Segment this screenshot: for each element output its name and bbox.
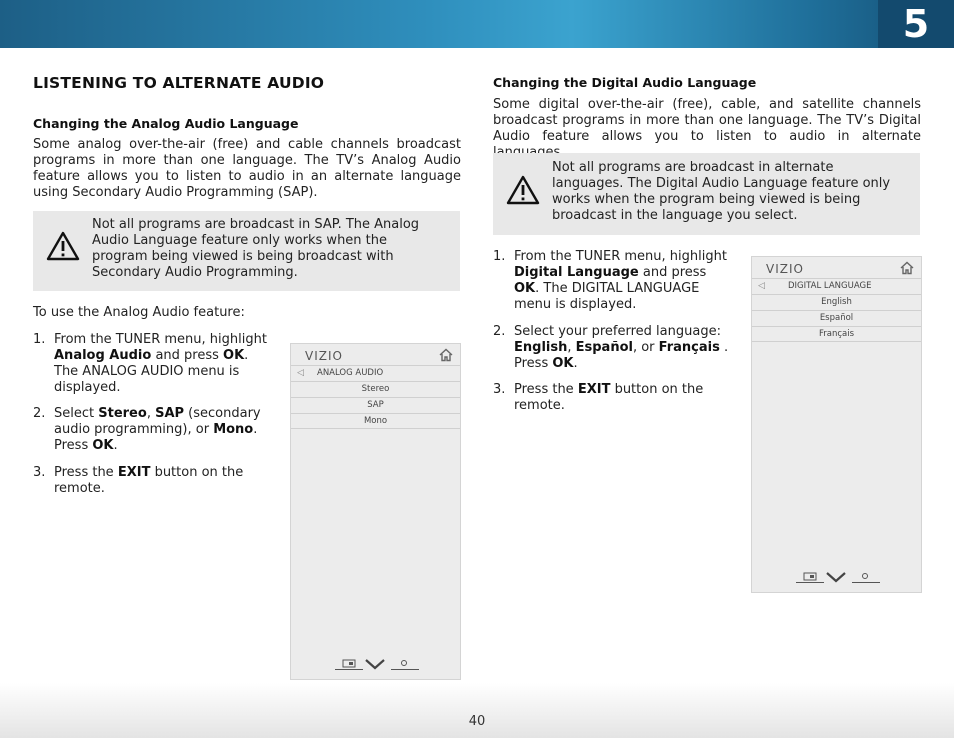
digital-language-menu — [751, 256, 922, 593]
menu-bottom-icons — [333, 657, 423, 671]
chapter-header-bar — [0, 0, 954, 48]
vizio-logo: VIZIO — [305, 349, 343, 363]
warning-icon — [46, 231, 80, 261]
vizio-logo: VIZIO — [766, 262, 804, 276]
analog-step-3: 3. Press the EXIT button on the remote. — [33, 465, 244, 496]
digital-step-3: 3. Press the EXIT button on the remote. — [493, 382, 704, 413]
input-icon — [796, 573, 824, 583]
analog-note-box — [33, 211, 460, 291]
menu-item-mono[interactable]: Mono — [291, 413, 460, 429]
back-arrow-icon[interactable]: ◁ — [758, 281, 765, 291]
page-number: 40 — [468, 714, 486, 729]
digital-subheading: Changing the Digital Audio Language — [493, 75, 757, 90]
menu-bottom-icons — [794, 570, 884, 584]
input-icon — [335, 660, 363, 670]
page-footer — [0, 683, 954, 738]
menu-item-espanol[interactable]: Español — [752, 310, 921, 326]
menu-item-english[interactable]: English — [752, 294, 921, 310]
digital-step-2: 2. Select your preferred language: English, Español, or Français . Press OK. — [493, 324, 729, 371]
settings-icon — [852, 574, 880, 583]
analog-subheading: Changing the Analog Audio Language — [33, 116, 299, 131]
menu-item-sap[interactable]: SAP — [291, 397, 460, 413]
digital-intro: Some digital over-the-air (free), cable, and satellite channels broadcast programs in more than one language. The TV’s Digital Audio feature allows you to listen to audio in alternate — [493, 97, 921, 144]
chapter-number: 5 — [878, 0, 954, 48]
digital-note-text: Not all programs are broadcast in alternate languages. The Digital Audio Language feature only works when the program being viewed is being broadcast in the language you select. — [552, 160, 891, 223]
warning-icon — [506, 175, 540, 205]
home-icon[interactable] — [438, 347, 454, 363]
analog-step-2: 2. Select Stereo, SAP (secondary audio programming), or Mono. Press OK. — [33, 406, 261, 453]
menu-header-row: ◁ DIGITAL LANGUAGE — [752, 278, 921, 294]
vizio-v-icon — [827, 573, 845, 581]
analog-note-text: Not all programs are broadcast in SAP. The Analog Audio Language feature only works when the program being viewed is being broadcast with Secondary Audio Programming. — [92, 217, 420, 280]
home-icon[interactable] — [899, 260, 915, 276]
vizio-v-icon — [366, 660, 384, 668]
analog-intro: Some analog over-the-air (free) and cable channels broadcast programs in more than one language. The TV’s Analog Audio feature allows you to listen to audio in an alternate language using Secondary Audio Programming (SAP). — [33, 137, 461, 200]
section-title: LISTENING TO ALTERNATE AUDIO — [33, 74, 325, 92]
analog-audio-menu — [290, 343, 461, 680]
digital-note-box — [493, 153, 920, 235]
menu-item-stereo[interactable]: Stereo — [291, 381, 460, 397]
analog-lead-in: To use the Analog Audio feature: — [33, 305, 245, 320]
back-arrow-icon[interactable]: ◁ — [297, 368, 304, 378]
digital-step-1: 1. From the TUNER menu, highlight Digital Language and press OK. The DIGITAL LANGUAGE menu is displayed. — [493, 249, 727, 312]
settings-icon — [391, 661, 419, 670]
menu-header-row: ◁ ANALOG AUDIO — [291, 365, 460, 381]
analog-step-1: 1. From the TUNER menu, highlight Analog Audio and press OK. The ANALOG AUDIO menu is displayed. — [33, 332, 267, 395]
menu-item-francais[interactable]: Français — [752, 326, 921, 342]
